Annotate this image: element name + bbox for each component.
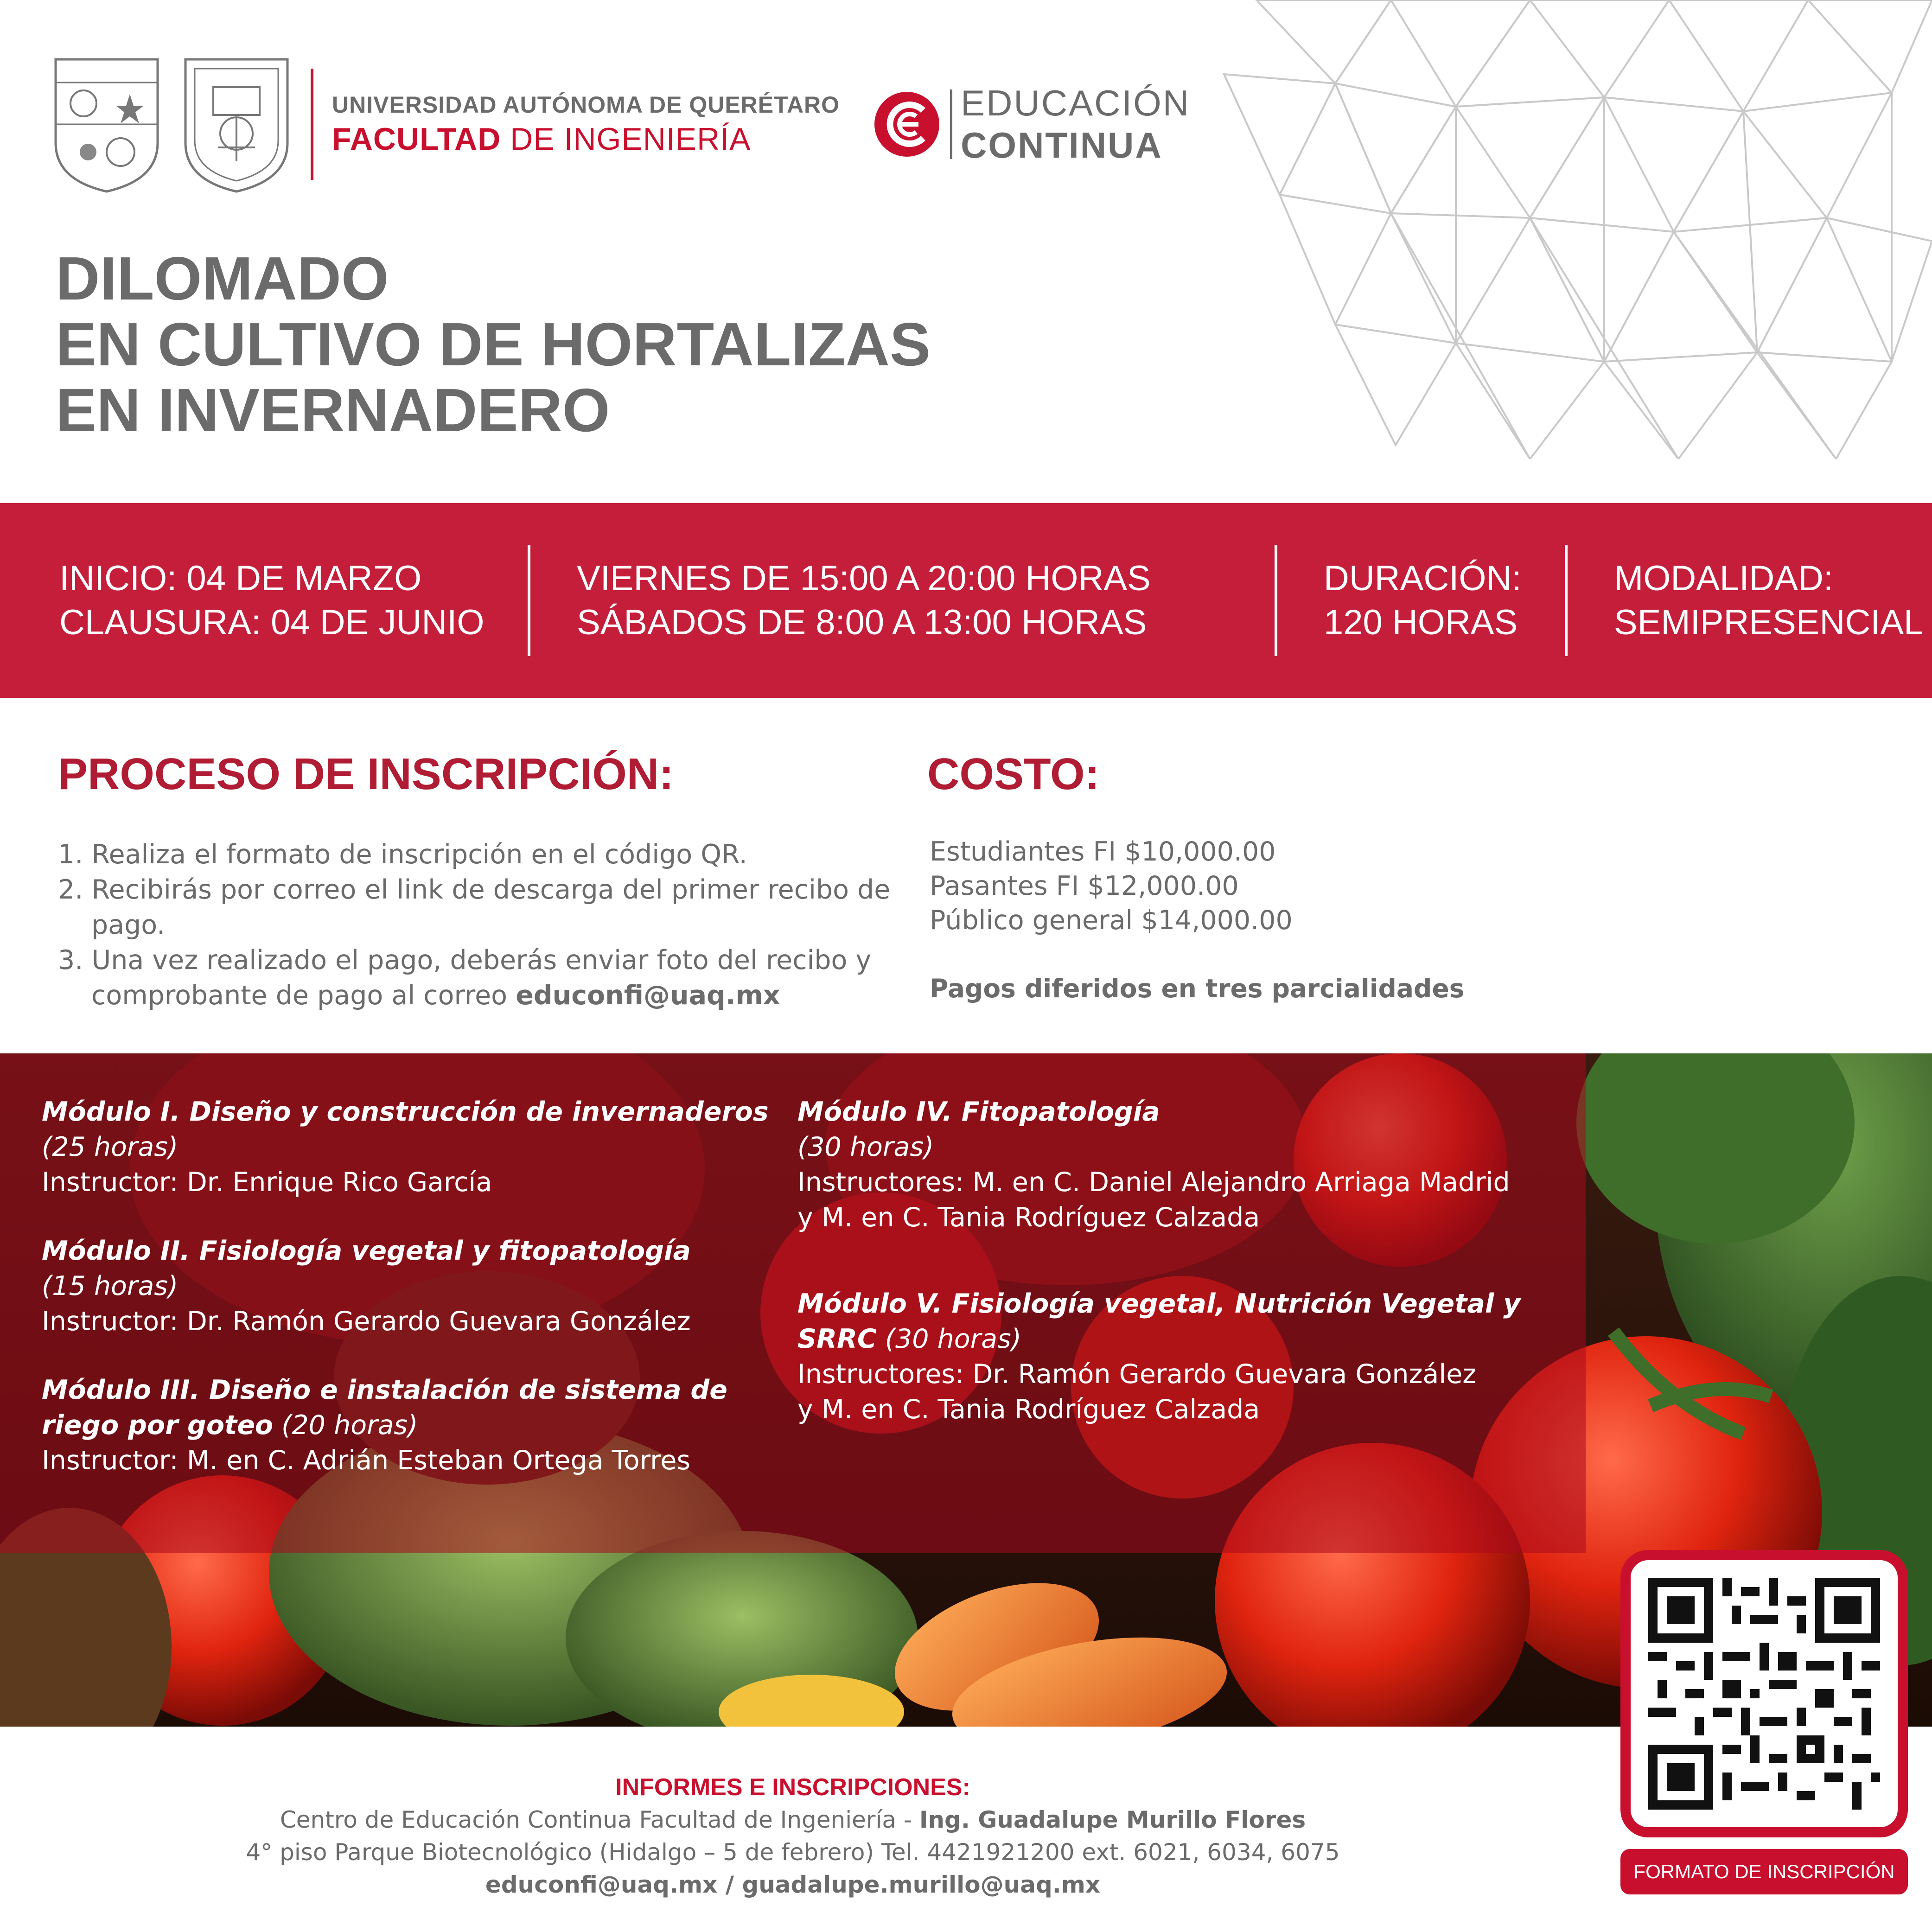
module-4-instructor-1: Instructores: M. en C. Daniel Alejandro Arriaga Madrid <box>797 1167 1510 1198</box>
faculty-name <box>332 121 840 157</box>
logo-divider <box>311 69 313 180</box>
module-1 <box>42 1094 784 1200</box>
duration-value: 120 HORAS <box>1324 603 1518 642</box>
module-3-heading <box>42 1372 784 1443</box>
module-3 <box>42 1372 784 1478</box>
engineering-shield-icon <box>181 55 292 194</box>
modality-value: SEMIPRESENCIAL <box>1614 603 1924 642</box>
title-line-3: EN INVERNADERO <box>56 376 610 444</box>
module-5-instructor-2: y M. en C. Tania Rodríguez Calzada <box>797 1394 1260 1425</box>
modality-block <box>1568 556 1923 644</box>
ec-line2: CONTINUA <box>961 125 1163 166</box>
modality-label: MODALIDAD: <box>1614 559 1833 598</box>
module-3-instructor: Instructor: M. en C. Adrián Esteban Ortega Torres <box>42 1445 691 1476</box>
module-5-instructor-1: Instructores: Dr. Ramón Gerardo Guevara González <box>797 1359 1477 1390</box>
module-5-hours: (30 horas) <box>876 1324 1021 1354</box>
module-3-hours: (20 horas) <box>273 1410 418 1441</box>
module-2 <box>42 1233 784 1339</box>
ec-wordmark <box>961 82 1190 166</box>
duration-label: DURACIÓN: <box>1324 559 1522 598</box>
module-2-hours: (15 horas) <box>42 1271 179 1301</box>
ec-logo-icon <box>872 89 942 159</box>
footer-line-1-text: Centro de Educación Continua Facultad de Ingeniería - <box>280 1806 919 1833</box>
process-step-1: 1. Realiza el formato de inscripción en el código QR. <box>58 839 747 870</box>
ec-divider <box>950 89 952 159</box>
page-title <box>56 246 931 443</box>
start-date: INICIO: 04 DE MARZO <box>59 559 422 598</box>
title-line-2: EN CULTIVO DE HORTALIZAS <box>56 310 931 378</box>
modules-right <box>797 1094 1586 1460</box>
uaq-shield-icon <box>51 55 162 194</box>
cost-students: Estudiantes FI $10,000.00 <box>930 836 1276 867</box>
payment-note: Pagos diferidos en tres parcialidades <box>930 974 1465 1003</box>
footer-emails[interactable] <box>0 1868 1586 1901</box>
module-1-hours: (25 horas) <box>42 1132 179 1162</box>
schedule-saturday: SÁBADOS DE 8:00 A 13:00 HORAS <box>577 603 1147 642</box>
cost-list <box>930 835 1293 937</box>
registration-form-button[interactable]: FORMATO DE INSCRIPCIÓN <box>1620 1849 1908 1894</box>
footer-line-1 <box>0 1804 1586 1836</box>
end-date: CLAUSURA: 04 DE JUNIO <box>59 603 485 642</box>
footer-emails-text[interactable]: educonfi@uaq.mx / guadalupe.murillo@uaq.mx <box>485 1871 1101 1898</box>
cost-public: Público general $14,000.00 <box>930 905 1293 936</box>
cost-title: COSTO: <box>927 749 1100 799</box>
module-1-title: Módulo I. Diseño y construcción de invernaderos <box>42 1097 769 1127</box>
process-step-3-text: 3. Una vez realizado el pago, deberás enviar foto del recibo y comprobante de pago al correo <box>58 945 872 1011</box>
footer-title: INFORMES E INSCRIPCIONES: <box>615 1774 970 1801</box>
cost-interns: Pasantes FI $12,000.00 <box>930 871 1239 901</box>
module-4 <box>797 1094 1586 1235</box>
university-name: UNIVERSIDAD AUTÓNOMA DE QUERÉTARO <box>332 92 840 118</box>
module-3-title: Módulo III. Diseño e instalación de sistema de riego por goteo <box>42 1375 727 1441</box>
header-logos <box>51 55 1190 194</box>
footer-contact-name: Ing. Guadalupe Murillo Flores <box>919 1806 1306 1833</box>
module-4-instructor-2: y M. en C. Tania Rodríguez Calzada <box>797 1202 1260 1233</box>
faculty-name-rest: DE INGENIERÍA <box>501 121 751 157</box>
duration-block <box>1277 556 1565 644</box>
process-title: PROCESO DE INSCRIPCIÓN: <box>58 749 674 799</box>
dates-block <box>0 556 528 644</box>
title-line-1: DILOMADO <box>56 244 389 312</box>
footer-contact <box>0 1771 1586 1901</box>
process-step-3 <box>58 943 939 1013</box>
schedule-friday: VIERNES DE 15:00 A 20:00 HORAS <box>577 559 1151 598</box>
footer-line-2: 4° piso Parque Biotecnológico (Hidalgo – 5 de febrero) Tel. 4421921200 ext. 6021, 6034, 6075 <box>246 1839 1340 1866</box>
university-wordmark <box>332 91 840 157</box>
schedule-block <box>530 556 1275 644</box>
info-band <box>0 503 1932 698</box>
educacion-continua-logo <box>872 82 1190 166</box>
module-2-instructor: Instructor: Dr. Ramón Gerardo Guevara González <box>42 1306 691 1337</box>
module-5-title: Módulo V. Fisiología vegetal, Nutrición Vegetal y SRRC <box>797 1288 1521 1354</box>
geometric-pattern <box>1196 0 1932 459</box>
module-2-title: Módulo II. Fisiología vegetal y fitopatología <box>42 1236 691 1266</box>
module-4-hours: (30 horas) <box>797 1132 934 1162</box>
faculty-name-bold: FACULTAD <box>332 121 501 157</box>
qr-code-card[interactable] <box>1620 1550 1908 1837</box>
module-5-heading <box>797 1286 1586 1357</box>
qr-code-icon[interactable] <box>1648 1578 1880 1810</box>
module-1-instructor: Instructor: Dr. Enrique Rico García <box>42 1167 492 1198</box>
modules-left <box>42 1094 784 1511</box>
ec-line1: EDUCACIÓN <box>961 83 1191 123</box>
process-step-2: 2. Recibirás por correo el link de descarga del primer recibo de pago. <box>58 874 891 940</box>
module-5 <box>797 1286 1586 1427</box>
contact-email[interactable]: educonfi@uaq.mx <box>516 980 780 1011</box>
module-4-title: Módulo IV. Fitopatología <box>797 1097 1160 1127</box>
process-steps <box>58 837 939 1013</box>
